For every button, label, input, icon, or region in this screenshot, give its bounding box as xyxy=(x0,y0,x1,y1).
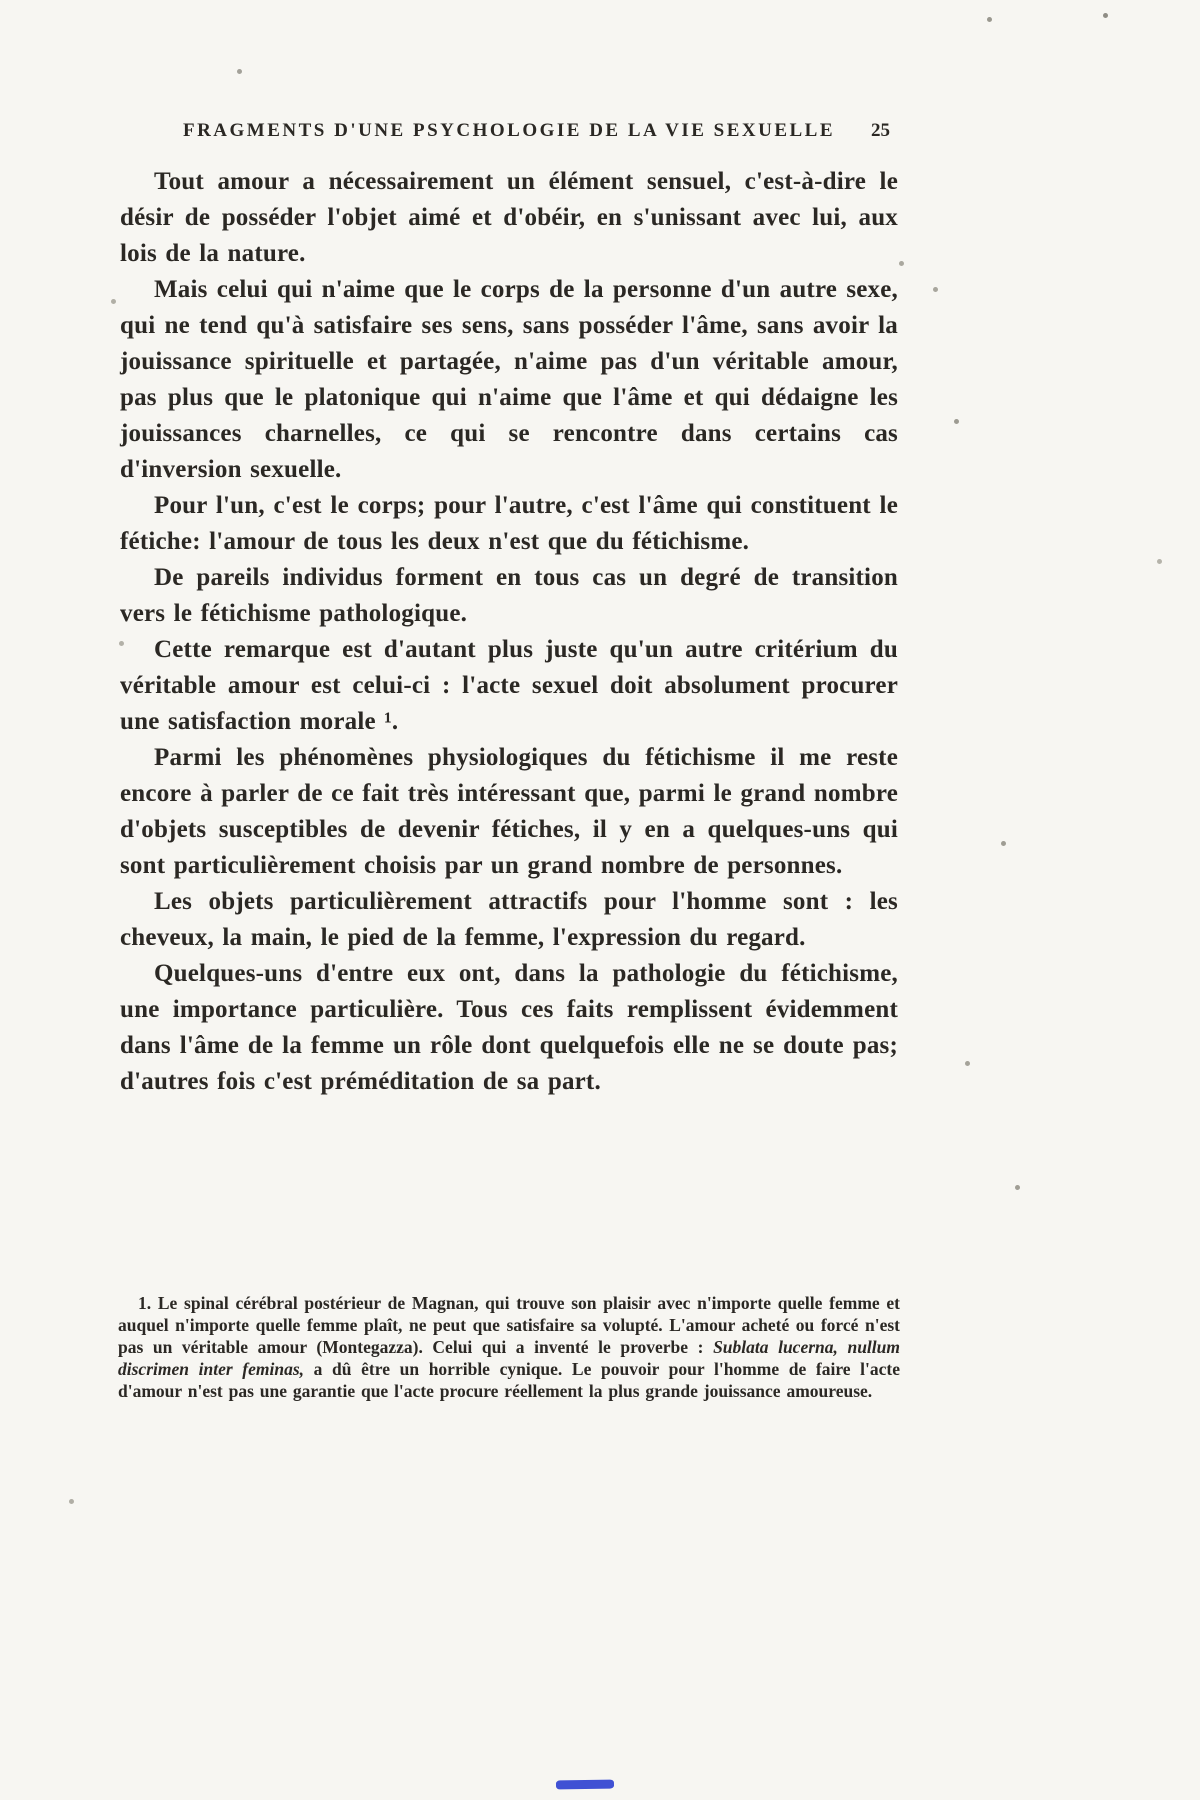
body-text xyxy=(120,164,898,1100)
paragraph-4: De pareils individus forment en tous cas un degré de transition vers le fétichisme pathologique. xyxy=(120,564,898,627)
footnote xyxy=(118,1292,900,1402)
running-title: FRAGMENTS D'UNE PSYCHOLOGIE DE LA VIE SEXUELLE xyxy=(182,120,836,141)
paragraph-2: Mais celui qui n'aime que le corps de la personne d'un autre sexe, qui ne tend qu'à satisfaire ses sens, sans posséder l'âme, sans avoir la jouissance spirituelle et partagée, n'aime pas d'un véritable amour, pas plus que le platonique qui n'aime que l'âme et qui dédaigne les jouissances charnelles, ce qui se rencontre dans certains cas d'inversion sexuelle. xyxy=(120,276,898,483)
footnote-latin-phrase: Sublata lucerna, nullum discrimen inter feminas, xyxy=(118,1337,900,1379)
paragraph-6: Parmi les phénomènes physiologiques du fétichisme il me reste encore à parler de ce fait très intéressant que, parmi le grand nombre d'objets susceptibles de devenir fétiches, il y en a quelques-uns qui sont particulièrement choisis par un grand nombre de personnes. xyxy=(120,744,898,879)
paragraph-5: Cette remarque est d'autant plus juste qu'un autre critérium du véritable amour est celui-ci : l'acte sexuel doit absolument procurer une satisfaction morale ¹. xyxy=(120,636,898,735)
footnote-text-start: 1. Le spinal cérébral postérieur de Magnan, qui trouve son plaisir avec n'importe quelle femme et auquel n'importe quelle femme plaît, ne peut que satisfaire sa volupté. L'amour acheté ou forcé n'est pas un véritable amour (Montegazza). Celui qui a inventé le proverbe : xyxy=(118,1293,900,1357)
scan-artifact xyxy=(556,1779,614,1789)
paragraph-3: Pour l'un, c'est le corps; pour l'autre, c'est l'âme qui constituent le fétiche: l'amour de tous les deux n'est que du fétichisme. xyxy=(120,492,898,555)
paragraph-7: Les objets particulièrement attractifs pour l'homme sont : les cheveux, la main, le pied de la femme, l'expression du regard. xyxy=(120,888,898,951)
paragraph-1: Tout amour a nécessairement un élément sensuel, c'est-à-dire le désir de posséder l'objet aimé et d'obéir, en s'unissant avec lui, aux lois de la nature. xyxy=(120,168,898,267)
paragraph-8: Quelques-uns d'entre eux ont, dans la pathologie du fétichisme, une importance particulière. Tous ces faits remplissent évidemment dans l'âme de la femme un rôle dont quelquefois elle ne se doute pas; d'autres fois c'est préméditation de sa part. xyxy=(120,960,898,1095)
page-number: 25 xyxy=(871,120,890,141)
scan-specks xyxy=(0,0,3,3)
footnote-text-end: a dû être un horrible cynique. Le pouvoir pour l'homme de faire l'acte d'amour n'est pas une garantie que l'acte procure réellement la plus grande jouissance amoureuse. xyxy=(118,1359,901,1401)
page-header xyxy=(120,120,898,142)
